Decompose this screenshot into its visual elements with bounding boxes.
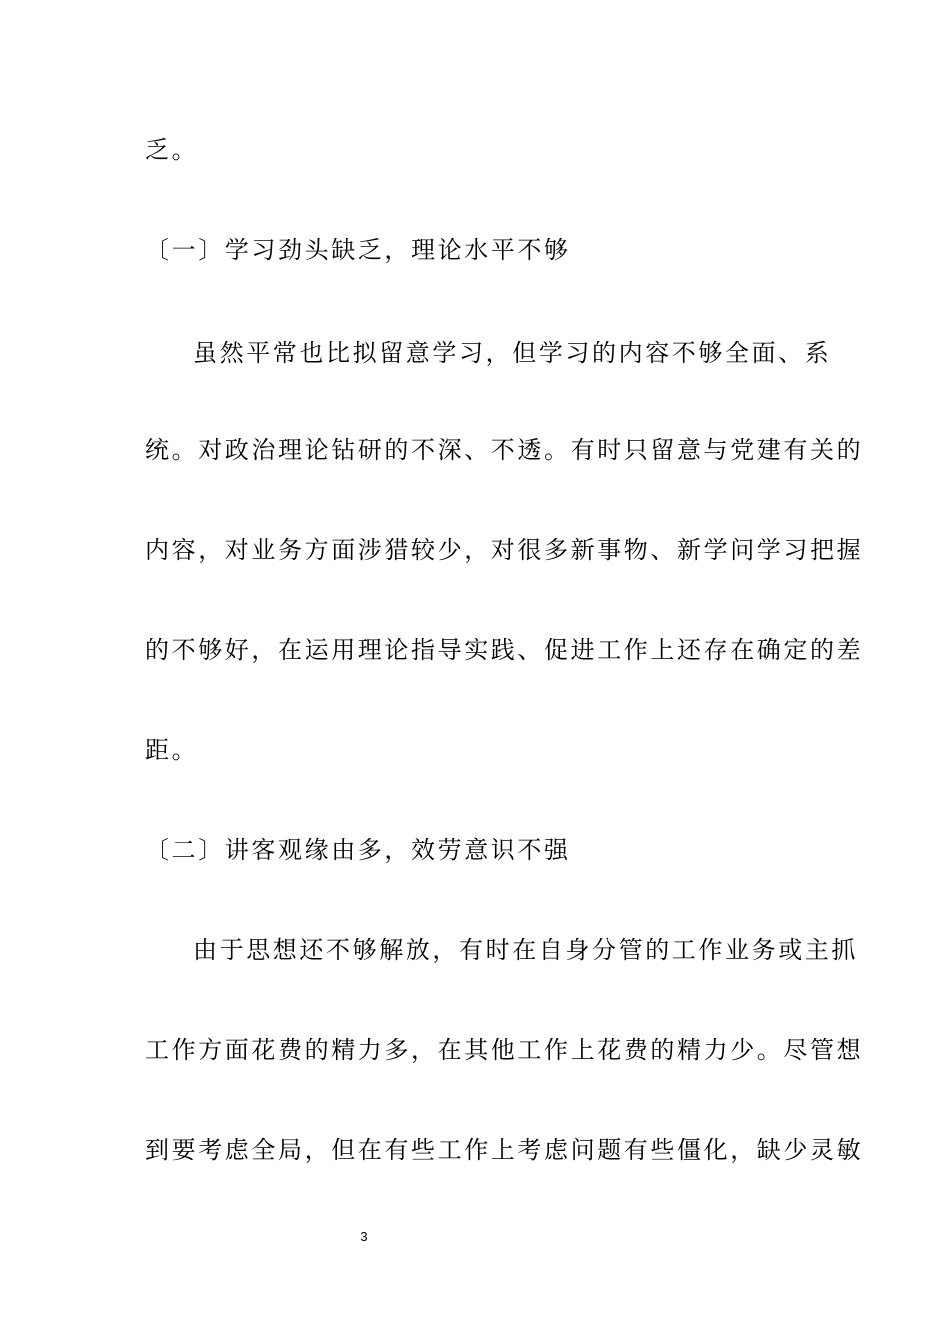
paragraph-line: 内容，对业务方面涉猎较少，对很多新事物、新学问学习把握 (145, 536, 864, 564)
paragraph-line: 的不够好，在运用理论指导实践、促进工作上还存在确定的差 (145, 636, 864, 664)
paragraph-line: 工作方面花费的精力多，在其他工作上花费的精力少。尽管想 (145, 1036, 864, 1064)
paragraph-line: 虽然平常也比拟留意学习，但学习的内容不够全面、系 (193, 339, 832, 367)
page-number: 3 (360, 1229, 368, 1244)
paragraph-line: 统。对政治理论钻研的不深、不透。有时只留意与党建有关的 (145, 436, 864, 464)
paragraph-line: 乏。 (145, 136, 199, 164)
section-heading: 〔一〕学习劲头缺乏，理论水平不够 (145, 236, 571, 264)
section-heading: 〔二〕讲客观缘由多，效劳意识不强 (145, 836, 571, 864)
paragraph-line: 距。 (145, 736, 199, 764)
paragraph-line: 由于思想还不够解放，有时在自身分管的工作业务或主抓 (193, 936, 858, 964)
paragraph-line: 到要考虑全局，但在有些工作上考虑问题有些僵化，缺少灵敏 (145, 1136, 864, 1164)
